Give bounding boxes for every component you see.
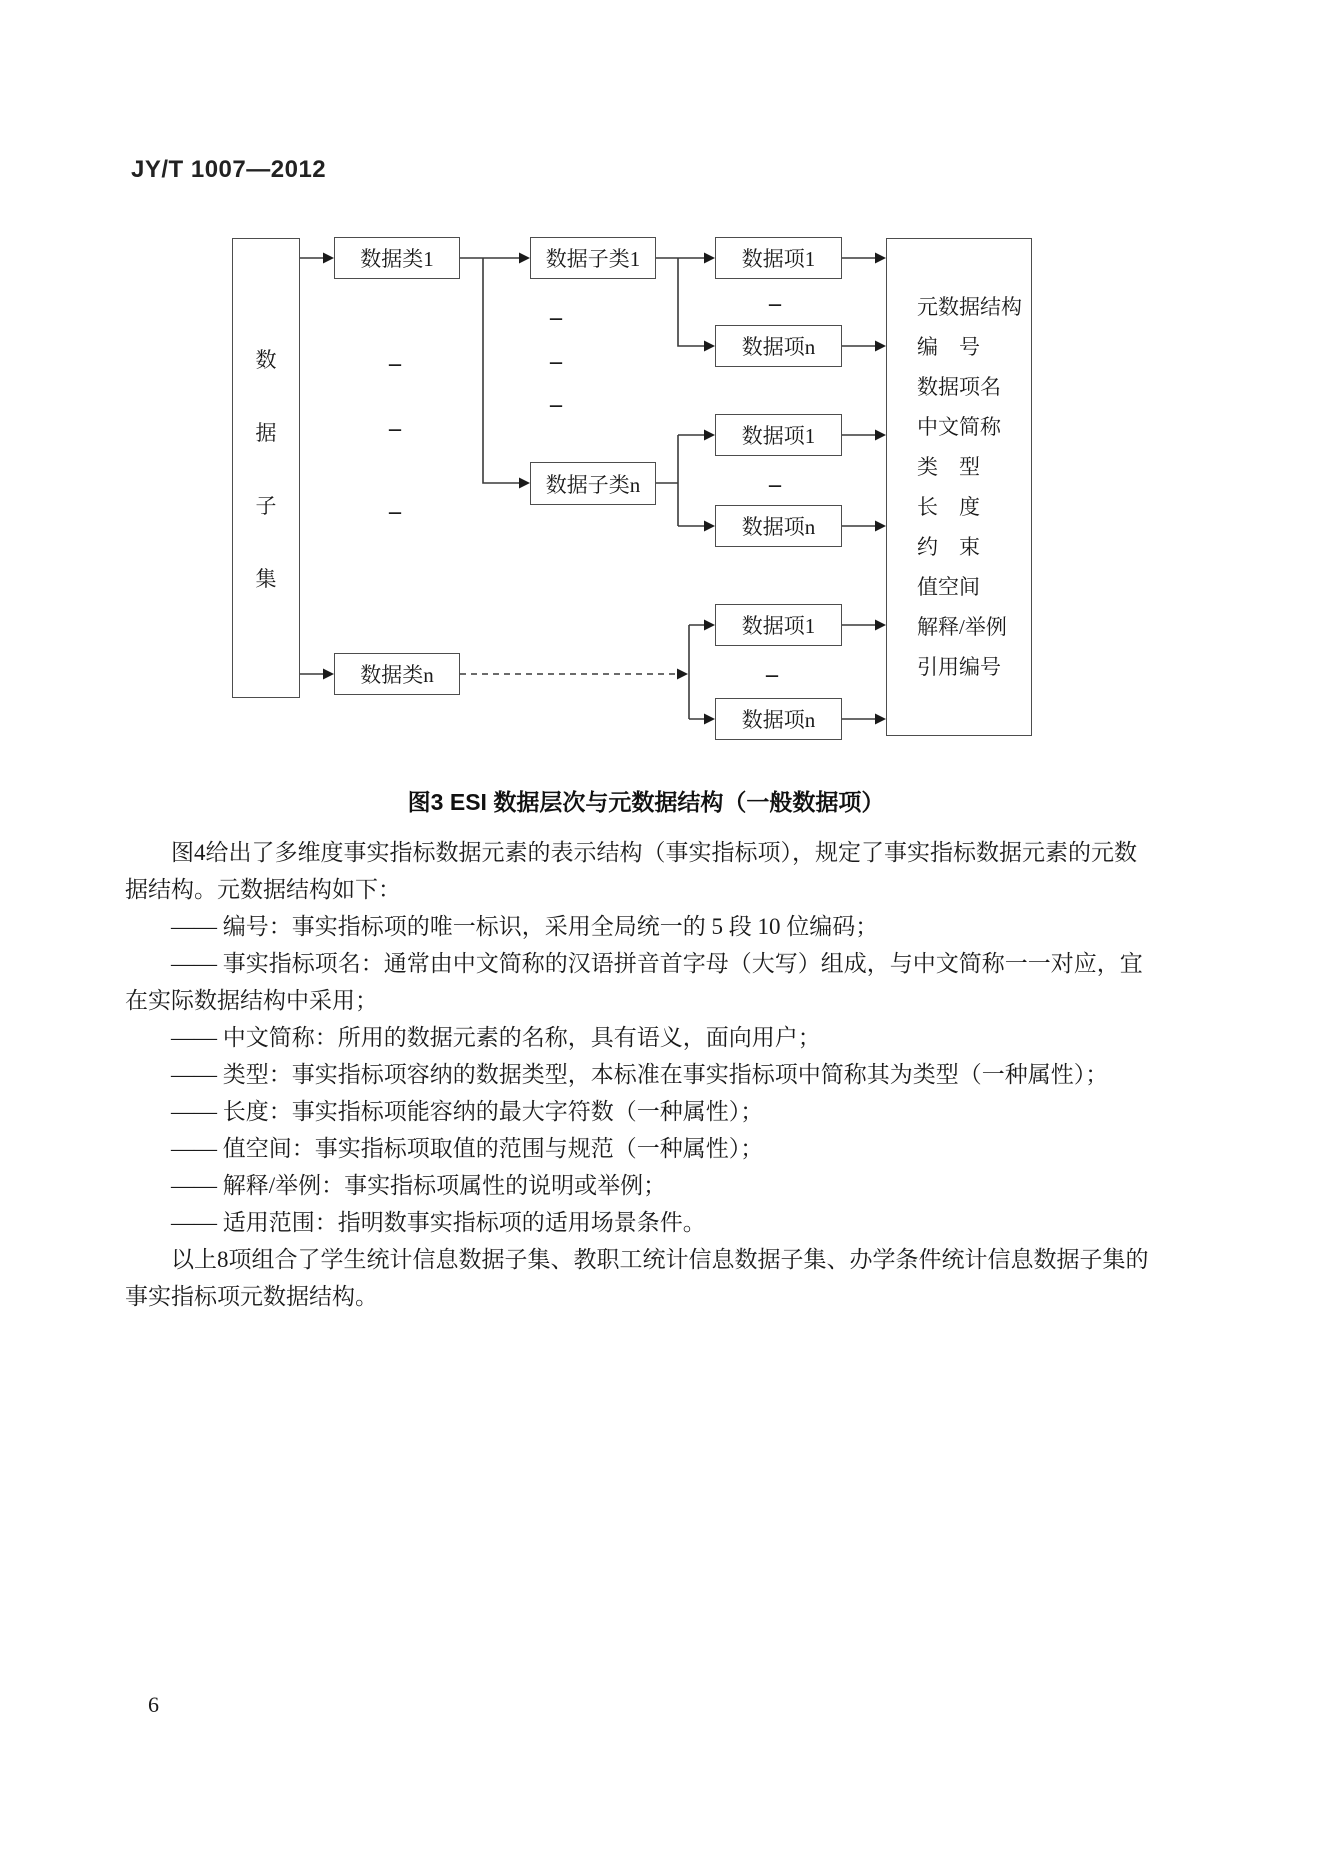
paragraph-line: —— 适用范围：指明数事实指标项的适用场景条件。 [171,1210,706,1235]
ellipsis-dash: – [389,416,401,442]
paragraph-line: —— 中文简称：所用的数据元素的名称，具有语义，面向用户； [171,1025,821,1050]
ellipsis-dash: – [769,472,781,498]
metadata-field: 解释/举例 [917,615,1007,639]
paragraph-line: 以上8项组合了学生统计信息数据子集、教职工统计信息数据子集、办学条件统计信息数据子集的 [171,1247,1149,1272]
body-text [125,834,1200,1315]
metadata-field: 编 号 [917,335,980,359]
ellipsis-dash: – [389,351,401,377]
dataset-char: 子 [255,493,277,518]
metadata-field: 元数据结构 [917,295,1022,319]
dataset-char: 据 [255,420,277,445]
paragraph-line: —— 编号：事实指标项的唯一标识，采用全局统一的 5 段 10 位编码； [171,914,879,939]
doc-number: JY/T 1007—2012 [131,156,327,183]
subclass-box-1: 数据子类1 [530,237,656,279]
paragraph-line: —— 事实指标项名：通常由中文简称的汉语拼音首字母（大写）组成，与中文简称一一对应，宜 [171,951,1143,976]
ellipsis-dash: – [550,305,562,331]
class-box-1: 数据类1 [334,237,460,279]
item-box: 数据项1 [715,237,842,279]
item-box: 数据项1 [715,604,842,646]
paragraph-line: —— 解释/举例：事实指标项属性的说明或举例； [171,1173,667,1198]
ellipsis-dash: – [769,291,781,317]
dataset-box [232,238,300,698]
paragraph-line: 图4给出了多维度事实指标数据元素的表示结构（事实指标项），规定了事实指标数据元素的元数 [171,840,1137,865]
ellipsis-dash: – [389,499,401,525]
class-box-n: 数据类n [334,653,460,695]
ellipsis-dash: – [550,392,562,418]
metadata-field: 约 束 [917,535,980,559]
item-box: 数据项n [715,698,842,740]
paragraph-line: —— 类型：事实指标项容纳的数据类型，本标准在事实指标项中简称其为类型（一种属性）； [171,1062,1109,1087]
metadata-field: 值空间 [917,575,980,599]
metadata-field: 中文简称 [917,415,1001,439]
item-box: 数据项n [715,325,842,367]
dataset-char: 数 [255,347,277,372]
dataset-char: 集 [255,566,277,591]
ellipsis-dash: – [550,349,562,375]
paragraph-line: 事实指标项元数据结构。 [125,1284,378,1309]
subclass-box-n: 数据子类n [530,462,656,505]
metadata-field: 数据项名 [917,375,1001,399]
metadata-field: 长 度 [917,495,980,519]
item-box: 数据项1 [715,414,842,456]
item-box: 数据项n [715,505,842,547]
metadata-field: 类 型 [917,455,980,479]
figure-caption: 图3 ESI 数据层次与元数据结构（一般数据项） [407,789,885,815]
diagram-connector-lines [0,0,1323,790]
paragraph-line: 据结构。元数据结构如下： [125,877,401,902]
ellipsis-dash: – [766,662,778,688]
paragraph-line: —— 值空间：事实指标项取值的范围与规范（一种属性）； [171,1136,764,1161]
page-number: 6 [148,1692,159,1717]
paragraph-line: 在实际数据结构中采用； [125,988,378,1013]
paragraph-line: —— 长度：事实指标项能容纳的最大字符数（一种属性）； [171,1099,764,1124]
metadata-field-list [917,287,1022,687]
metadata-field: 引用编号 [917,655,1001,679]
